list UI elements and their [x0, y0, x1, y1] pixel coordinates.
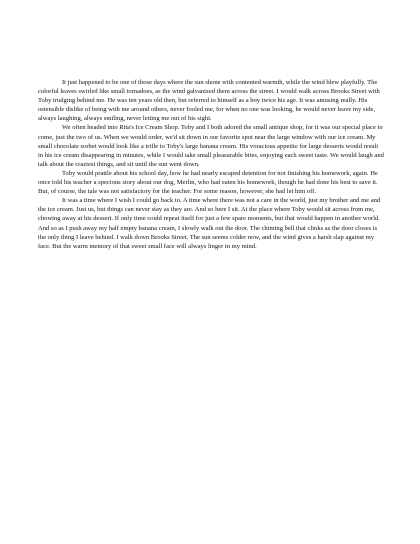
paragraph-2: We often headed into Rita's Ice Cream Shop. Toby and I both adored the small antique shop, for it was our special place to come, just the two of us. When we would order, we'd sit down in our favorite spot near the large window with our ice cream. My small chocolate sorbet would look like a trifle to Toby's large banana cream. His voracious appetite for large desserts would result in his ice cream disappearing in minutes, while I would take small pleasurable bites, enjoying each sweet taste. We would laugh and talk about the craziest things, and sit until the sun went down.	[38, 124, 384, 168]
paragraph-1: It just happened to be one of those days where the sun shone with contented warmth, while the wind blew playfully. The colorful leaves swirled like small tornadoes, as the wind galvanized them across the street. I would walk across Brooks Street with Toby trudging behind me. He was ten years old then, but referred to himself as a boy twice his age. It was amusing really. His ostensible dislike of being with me around others, never fooled me, for when no one was looking, he would never leave my side, always laughing, always smiling, never letting me out of his sight.	[38, 79, 380, 123]
story-text	[38, 78, 384, 251]
paragraph-3: Toby would prattle about his school day, how he had nearly escaped detention for not finishing his homework, again. He once told his teacher a specious story about our dog, Merlin, who had eaten his homework, though he had done his best to save it. But, of course, the tale was not satisfactory for the teacher. For some reason, however, she had let him off.	[38, 169, 378, 196]
paragraph-4: It was a time where I wish I could go back to. A time where there was not a care in the world, just my brother and me and the ice cream. Just us, but things can never stay as they are. And so here I sit. At the place where Toby would sit across from me, chowing away at his dessert. If only time could repeat itself for just a few spare moments, but that would happen in another world. And so as I push away my half empty banana cream, I slowly walk out the door. The chiming bell that clinks as the door closes is the only thing I leave behind. I walk down Brooks Street. The sun seems colder now, and the wind gives a harsh slap against my face. But the warm memory of that sweet small face will always linger in my mind.	[38, 197, 381, 250]
